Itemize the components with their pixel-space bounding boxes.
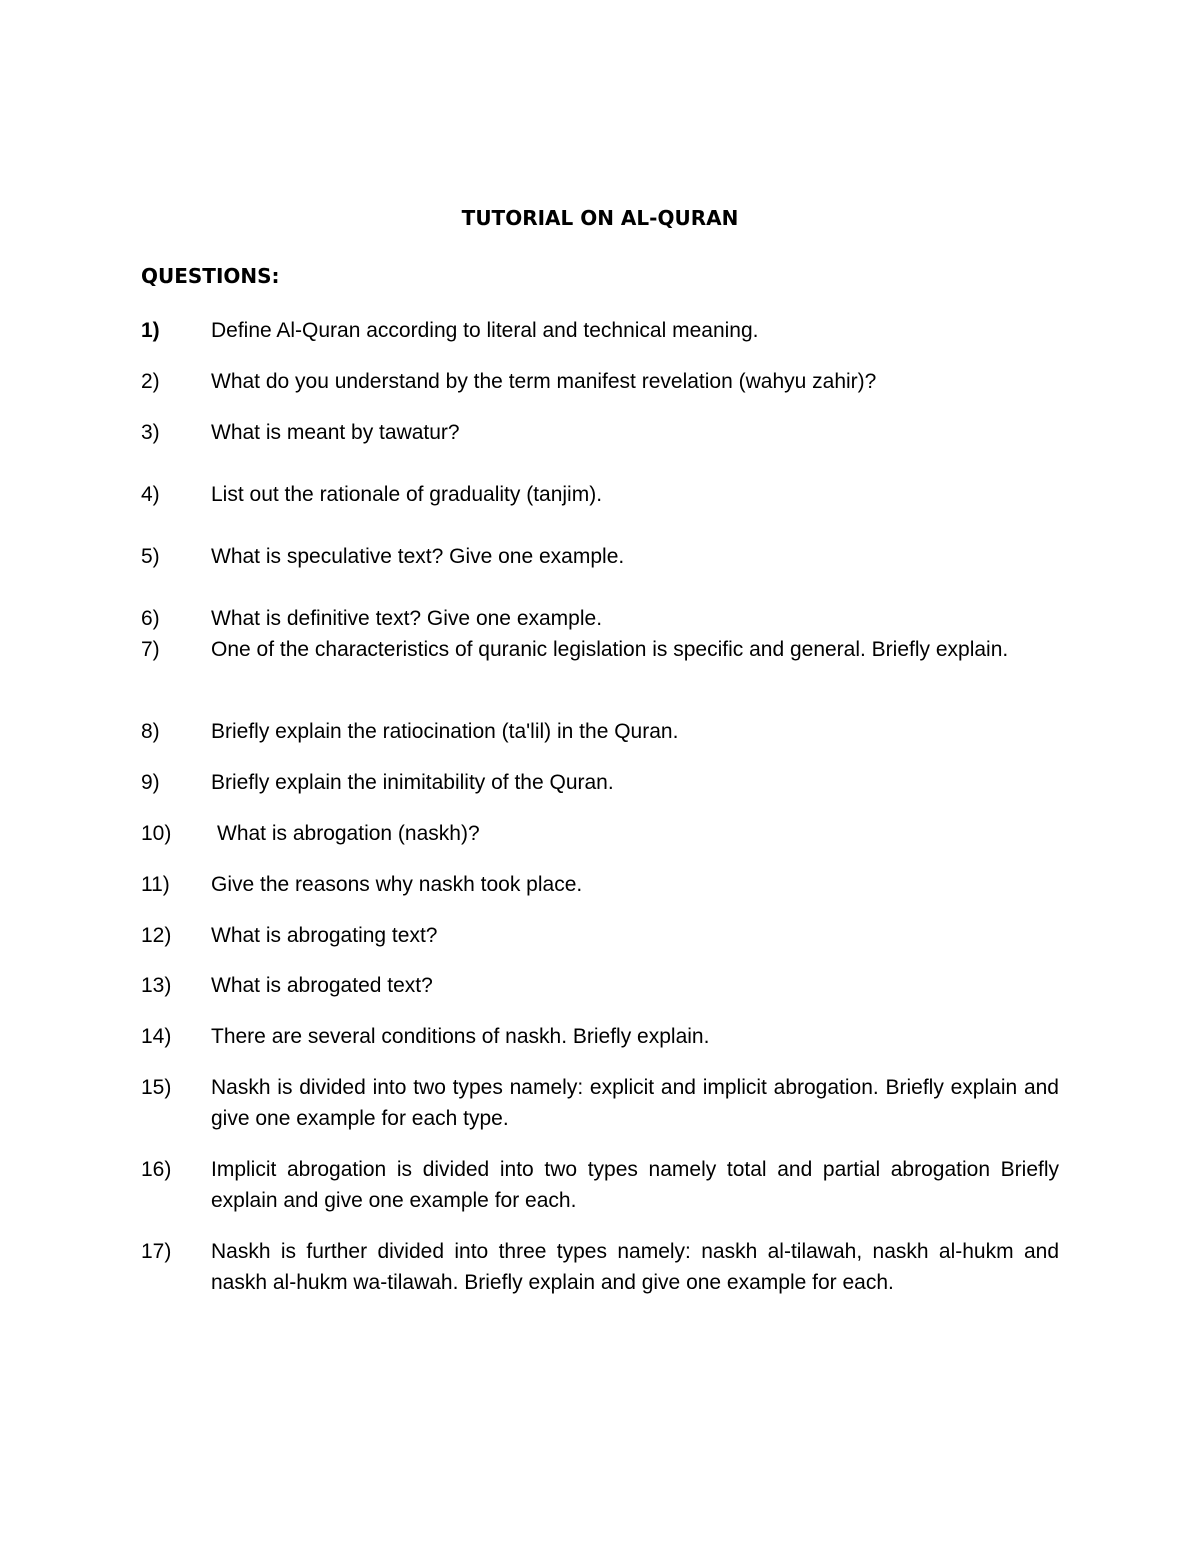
question-number: 4) xyxy=(141,483,160,506)
question-number: 15) xyxy=(141,1076,172,1099)
question-text: What is abrogating text? xyxy=(211,924,438,947)
document-title: TUTORIAL ON AL-QURAN xyxy=(461,206,739,230)
question-item xyxy=(141,920,1059,951)
question-item xyxy=(141,716,1059,747)
question-text: What do you understand by the term manifest revelation (wahyu zahir)? xyxy=(211,370,877,393)
question-item xyxy=(141,541,1059,572)
section-heading: QUESTIONS: xyxy=(141,264,280,288)
question-number: 6) xyxy=(141,607,160,630)
question-number: 1) xyxy=(141,319,160,342)
question-text: What is speculative text? Give one example. xyxy=(211,545,625,568)
question-item xyxy=(141,315,1059,346)
question-item xyxy=(141,1154,1059,1216)
question-text: List out the rationale of graduality (tanjim). xyxy=(211,483,603,506)
question-item xyxy=(141,1021,1059,1052)
question-text: Naskh is further divided into three types namely: naskh al-tilawah, naskh al-hukm and naskh al-hukm wa-tilawah. Briefly explain and give one example for each. xyxy=(211,1240,1059,1294)
question-number: 9) xyxy=(141,771,160,794)
question-number: 10) xyxy=(141,822,172,845)
question-number: 7) xyxy=(141,638,160,661)
question-text: One of the characteristics of quranic legislation is specific and general. Briefly explain. xyxy=(211,638,1009,661)
question-number: 5) xyxy=(141,545,160,568)
question-text: What is abrogated text? xyxy=(211,974,433,997)
question-text: What is definitive text? Give one example. xyxy=(211,607,603,630)
question-number: 3) xyxy=(141,421,160,444)
question-item xyxy=(141,767,1059,798)
question-text: Briefly explain the ratiocination (ta'lil) in the Quran. xyxy=(211,720,679,743)
question-number: 17) xyxy=(141,1240,172,1263)
question-item xyxy=(141,1236,1059,1298)
question-text: Naskh is divided into two types namely: explicit and implicit abrogation. Briefly explain and give one example for each type. xyxy=(211,1076,1059,1130)
question-text: Define Al-Quran according to literal and technical meaning. xyxy=(211,319,759,342)
question-item xyxy=(141,869,1059,900)
question-item xyxy=(141,417,1059,448)
question-number: 13) xyxy=(141,974,172,997)
question-number: 8) xyxy=(141,720,160,743)
question-item xyxy=(141,366,1059,397)
question-item xyxy=(141,818,1059,849)
question-text: What is meant by tawatur? xyxy=(211,421,460,444)
question-item xyxy=(141,603,1059,634)
question-text: What is abrogation (naskh)? xyxy=(217,822,480,845)
question-item xyxy=(141,634,1059,665)
question-text: Implicit abrogation is divided into two types namely total and partial abrogation Briefly explain and give one example for each. xyxy=(211,1158,1059,1212)
question-number: 12) xyxy=(141,924,172,947)
question-text: Give the reasons why naskh took place. xyxy=(211,873,583,896)
question-number: 11) xyxy=(141,873,170,896)
question-text: Briefly explain the inimitability of the Quran. xyxy=(211,771,614,794)
question-item xyxy=(141,970,1059,1001)
question-text: There are several conditions of naskh. Briefly explain. xyxy=(211,1025,710,1048)
question-number: 14) xyxy=(141,1025,172,1048)
question-number: 2) xyxy=(141,370,160,393)
question-item xyxy=(141,1072,1059,1134)
question-number: 16) xyxy=(141,1158,172,1181)
question-item xyxy=(141,479,1059,510)
